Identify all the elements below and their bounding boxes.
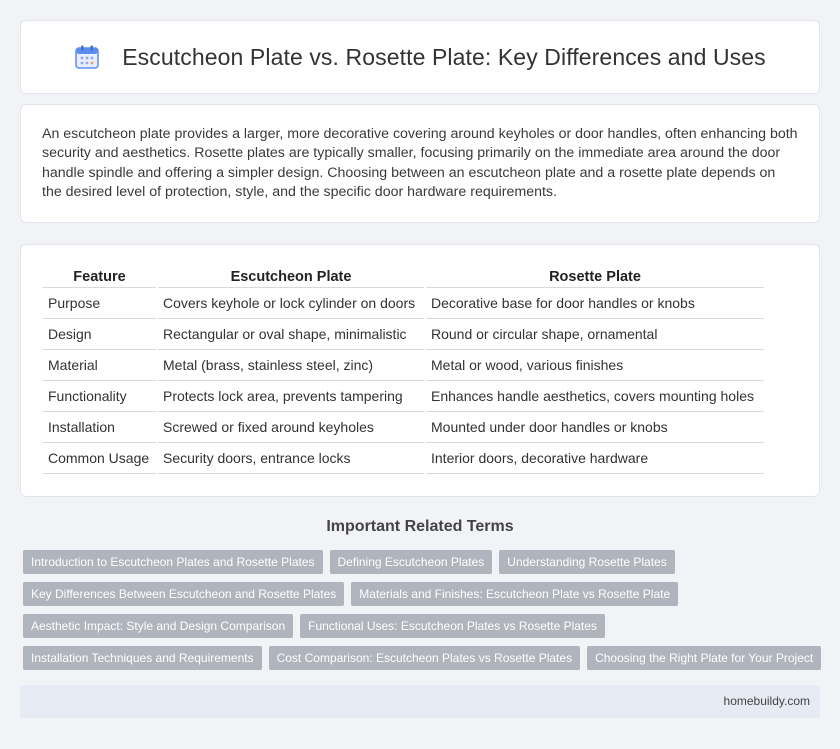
tag-row [23,646,823,670]
table-cell-rosette: Decorative base for door handles or knobs [426,288,764,319]
table-cell-feature: Functionality [43,381,156,412]
table-row [43,443,764,474]
table-row [43,319,764,350]
table-cell-feature: Common Usage [43,443,156,474]
table-cell-rosette: Interior doors, decorative hardware [426,443,764,474]
table-cell-feature: Design [43,319,156,350]
intro-paragraph: An escutcheon plate provides a larger, more decorative covering around keyholes or door handles, often enhancing both security and aesthetics. Rosette plates are typically smaller, focusing primarily on the immediate area around the door handle spindle and offering a simpler design. Choosing between an escutcheon plate and a rosette plate depends on the desired level of protection, style, and the specific door hardware requirements. [42,126,798,201]
table-cell-escutcheon: Security doors, entrance locks [158,443,424,474]
footer-site-link[interactable]: homebuildy.com [723,694,810,708]
tag-row [23,582,823,606]
table-cell-rosette: Metal or wood, various finishes [426,350,764,381]
tag-link[interactable]: Choosing the Right Plate for Your Project [587,646,821,670]
header-rosette-plate: Rosette Plate [426,265,764,288]
table-row [43,350,764,381]
table-cell-escutcheon: Screwed or fixed around keyholes [158,412,424,443]
calendar-icon [74,44,100,70]
table-cell-rosette: Mounted under door handles or knobs [426,412,764,443]
related-terms-title: Important Related Terms [326,518,514,535]
page-title: Escutcheon Plate vs. Rosette Plate: Key Differences and Uses [122,43,766,70]
tag-link[interactable]: Functional Uses: Escutcheon Plates vs Rosette Plates [300,614,605,638]
table-cell-feature: Installation [43,412,156,443]
header-card [20,20,820,94]
table-cell-escutcheon: Metal (brass, stainless steel, zinc) [158,350,424,381]
table-cell-feature: Purpose [43,288,156,319]
tag-link[interactable]: Aesthetic Impact: Style and Design Comparison [23,614,293,638]
tag-link[interactable]: Defining Escutcheon Plates [330,550,493,574]
tag-row [23,550,823,574]
table-cell-escutcheon: Covers keyhole or lock cylinder on doors [158,288,424,319]
comparison-table-card [20,244,820,497]
header [74,44,766,71]
table-row [43,288,764,319]
header-feature: Feature [43,265,156,288]
table-row [43,412,764,443]
table-cell-rosette: Round or circular shape, ornamental [426,319,764,350]
table-row [43,381,764,412]
tag-link[interactable]: Materials and Finishes: Escutcheon Plate vs Rosette Plate [351,582,678,606]
related-terms-tags [23,550,823,678]
table-cell-rosette: Enhances handle aesthetics, covers mounting holes [426,381,764,412]
tag-row [23,614,823,638]
table-header-row [43,265,764,288]
table-cell-escutcheon: Rectangular or oval shape, minimalistic [158,319,424,350]
comparison-table [41,265,766,474]
tag-link[interactable]: Understanding Rosette Plates [499,550,674,574]
table-cell-feature: Material [43,350,156,381]
intro-card [20,104,820,223]
footer [20,685,820,718]
tag-link[interactable]: Cost Comparison: Escutcheon Plates vs Rosette Plates [269,646,580,670]
tag-link[interactable]: Key Differences Between Escutcheon and Rosette Plates [23,582,344,606]
header-escutcheon-plate: Escutcheon Plate [158,265,424,288]
tag-link[interactable]: Installation Techniques and Requirements [23,646,262,670]
table-cell-escutcheon: Protects lock area, prevents tampering [158,381,424,412]
tag-link[interactable]: Introduction to Escutcheon Plates and Rosette Plates [23,550,323,574]
